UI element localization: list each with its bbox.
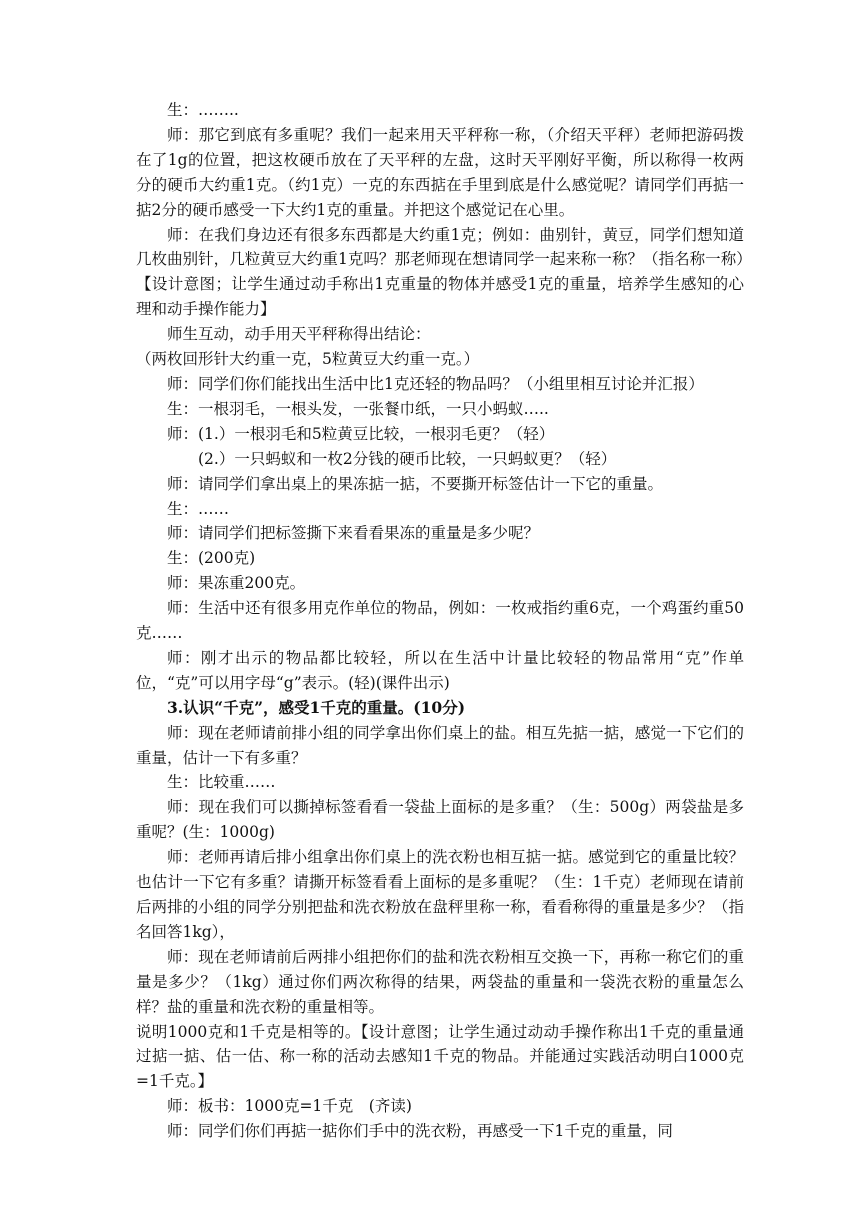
document-body [136, 98, 744, 1144]
paragraph: 师：刚才出示的物品都比较轻，所以在生活中计量比较轻的物品常用“克”作单位，“克”可以用字母“g”表示。(轻)(课件出示) [136, 648, 744, 692]
paragraph: 师：(1.）一根羽毛和5粒黄豆比较，一根羽毛更？（轻） [167, 424, 555, 443]
paragraph: 师：同学们你们再掂一掂你们手中的洗衣粉，再感受一下1千克的重量，同 [167, 1122, 673, 1141]
paragraph: 师：现在我们可以撕掉标签看看一袋盐上面标的是多重？（生：500g）两袋盐是多重呢？(生：1000g) [136, 798, 744, 842]
paragraph: 师：老师再请后排小组拿出你们桌上的洗衣粉也相互掂一掂。感觉到它的重量比较？也估计一下它有多重？请撕开标签看看上面标的是多重呢？（生：1千克）老师现在请前后两排的小组的同学分别把盐和洗衣粉放在盘秤里称一称，看看称得的重量是多少？（指名回答1kg）， [136, 848, 744, 941]
paragraph: 师：果冻重200克。 [167, 574, 306, 593]
paragraph: 师：生活中还有很多用克作单位的物品，例如：一枚戒指约重6克，一个鸡蛋约重50克…… [136, 599, 744, 643]
paragraph: 师：在我们身边还有很多东西都是大约重1克；例如：曲别针，黄豆，同学们想知道几枚曲别针，几粒黄豆大约重1克吗？那老师现在想请同学一起来称一称？（指名称一称）【设计意图；让学生通过动手称出1克重量的物体并感受1克的重量，培养学生感知的心理和动手操作能力】 [136, 225, 744, 319]
paragraph: 师：同学们你们能找出生活中比1克还轻的物品吗？（小组里相互讨论并汇报） [167, 374, 704, 393]
paragraph: 说明1000克和1千克是相等的。【设计意图；让学生通过动动手操作称出1千克的重量通过掂一掂、估一估、称一称的活动去感知1千克的物品。并能通过实践活动明白1000克=1千克。】 [136, 1022, 744, 1091]
paragraph: 师：那它到底有多重呢？我们一起来用天平秤称一称，（介绍天平秤）老师把游码拨在了1g的位置，把这枚硬币放在了天平秤的左盘，这时天平刚好平衡，所以称得一枚两分的硬币大约重1克。（约1克）一克的东西掂在手里到底是什么感觉呢？请同学们再掂一掂2分的硬币感受一下大约1克的重量。并把这个感觉记在心里。 [136, 125, 744, 219]
section-heading: 3.认识“千克”，感受1千克的重量。(10分) [167, 697, 466, 717]
paragraph: 生：…… [167, 499, 230, 518]
paragraph: 师：现在老师请前排小组的同学拿出你们桌上的盐。相互先掂一掂，感觉一下它们的重量，估计一下有多重？ [136, 723, 744, 767]
paragraph: 生：(200克) [167, 549, 256, 568]
paragraph: （两枚回形针大约重一克，5粒黄豆大约重一克。） [136, 350, 480, 369]
paragraph: (2.）一只蚂蚁和一枚2分钱的硬币比较，一只蚂蚁更？（轻） [198, 449, 617, 468]
paragraph: 生：…….. [167, 101, 239, 119]
paragraph: 生：比较重…… [167, 773, 276, 792]
paragraph: 师：请同学们拿出桌上的果冻掂一掂，不要撕开标签估计一下它的重量。 [167, 474, 664, 493]
paragraph: 师生互动，动手用天平秤称得出结论： [167, 325, 431, 344]
paragraph: 师：请同学们把标签撕下来看看果冻的重量是多少呢？ [167, 524, 540, 543]
paragraph: 师：板书：1000克=1千克 (齐读) [167, 1097, 412, 1116]
paragraph: 师：现在老师请前后两排小组把你们的盐和洗衣粉相互交换一下，再称一称它们的重量是多少？（1kg）通过你们两次称得的结果，两袋盐的重量和一袋洗衣粉的重量怎么样？盐的重量和洗衣粉的重量相等。 [136, 947, 744, 1016]
paragraph: 生：一根羽毛，一根头发，一张餐巾纸，一只小蚂蚁….. [167, 399, 549, 418]
